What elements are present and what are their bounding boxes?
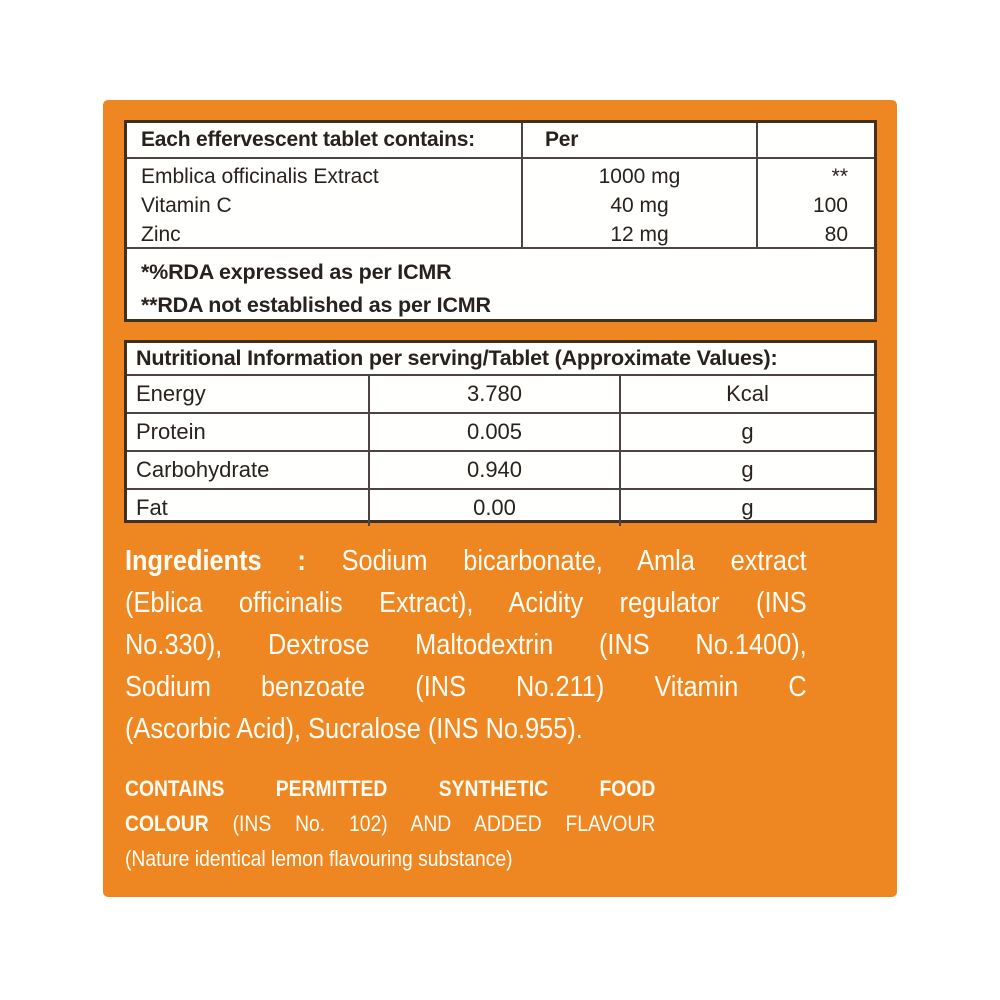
nutrient-unit: g: [741, 495, 754, 520]
table-cell: Emblica officinalis Extract: [141, 165, 379, 188]
nutrient-unit: Kcal: [726, 381, 769, 406]
supplement-header-rda: [758, 123, 874, 157]
footnote-rda-expressed: *%RDA expressed as per ICMR: [141, 260, 452, 284]
contains-line-text: (INS No. 102) AND ADDED FLAVOUR: [208, 811, 656, 836]
supplement-rda-values: [758, 159, 874, 249]
table-cell: 80: [824, 223, 848, 246]
table-cell: 40 mg: [610, 194, 669, 217]
rda-footnotes: [127, 249, 874, 321]
ingredients-line: [125, 540, 807, 582]
table-row: [127, 452, 874, 490]
nutrient-name: Carbohydrate: [127, 452, 370, 488]
ingredients-line: No.330), Dextrose Maltodextrin (INS No.1400),: [125, 629, 807, 661]
footnote-rda-not-established: **RDA not established as per ICMR: [141, 293, 491, 317]
nutrient-value: 0.005: [370, 414, 621, 450]
table-row: [127, 376, 874, 414]
ingredients-line: Sodium benzoate (INS No.211) Vitamin C: [125, 671, 807, 703]
nutrient-unit: g: [741, 419, 754, 444]
table-cell: 100: [812, 194, 848, 217]
supplement-facts-table: [124, 120, 877, 322]
supplement-per-values: [523, 159, 758, 249]
contains-line: [125, 806, 655, 841]
nutrition-table: [124, 340, 877, 523]
table-row: [127, 490, 874, 526]
table-cell: 12 mg: [610, 223, 669, 246]
ingredients-label: Ingredients :: [125, 545, 306, 577]
table-cell: 1000 mg: [598, 165, 681, 188]
colour-word: COLOUR: [125, 811, 209, 836]
ingredients-line-text: Sodium bicarbonate, Amla extract: [341, 545, 807, 577]
table-row: [127, 414, 874, 452]
supplement-table-body: [127, 159, 874, 249]
supplement-header-per: Per: [523, 123, 758, 157]
nutrient-name: Protein: [127, 414, 370, 450]
supplement-table-header-row: [127, 123, 874, 159]
supplement-header-contains: Each effervescent tablet contains:: [127, 123, 523, 157]
ingredients-line: (Ascorbic Acid), Sucralose (INS No.955).: [125, 713, 583, 745]
table-cell: Zinc: [141, 223, 181, 246]
nutrient-value: 0.00: [370, 490, 621, 526]
supplement-ingredient-names: [127, 159, 523, 249]
contains-line: (Nature identical lemon flavouring substance): [125, 846, 513, 871]
nutrient-value: 0.940: [370, 452, 621, 488]
nutrition-table-title: Nutritional Information per serving/Tablet (Approximate Values):: [127, 343, 874, 376]
nutrient-name: Fat: [127, 490, 370, 526]
food-colour-statement: [125, 771, 655, 876]
table-cell: Vitamin C: [141, 194, 232, 217]
nutrient-name: Energy: [127, 376, 370, 412]
label-panel: [103, 100, 897, 897]
table-cell: **: [831, 165, 848, 188]
ingredients-text: [125, 540, 807, 750]
nutrient-unit: g: [741, 457, 754, 482]
contains-line: CONTAINS PERMITTED SYNTHETIC FOOD: [125, 776, 656, 801]
ingredients-line: (Eblica officinalis Extract), Acidity regulator (INS: [125, 587, 807, 619]
nutrient-value: 3.780: [370, 376, 621, 412]
